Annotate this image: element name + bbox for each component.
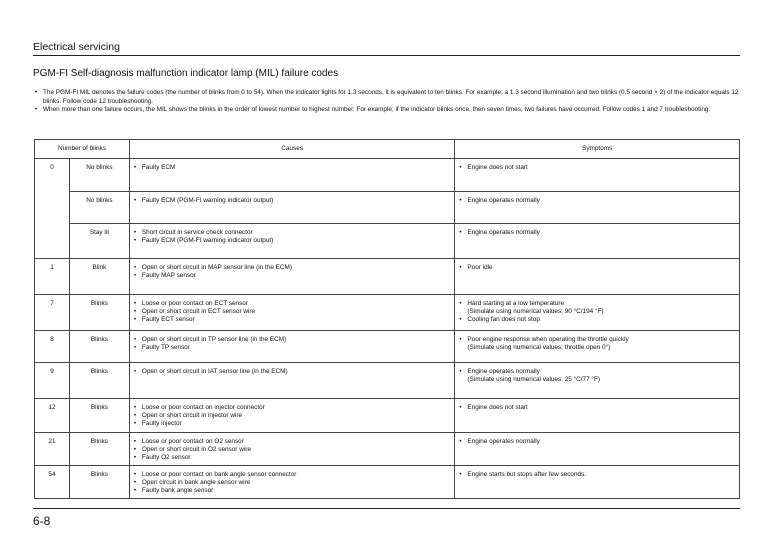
table-row (35, 331, 740, 363)
cell-blink: Blinks (69, 399, 129, 433)
cell-blink: No blinks (69, 192, 129, 224)
cause-item: • Open or short circuit in IAT sensor line (in the ECM) (134, 368, 451, 376)
cause-item: • Open or short circuit in ECT sensor wire (134, 308, 451, 316)
cell-code: 21 (35, 433, 70, 466)
section-header: Electrical servicing (33, 41, 120, 53)
cell-code: 12 (35, 399, 70, 433)
cause-item: • Open or short circuit in O2 sensor wire (134, 446, 451, 454)
cause-item: • Faulty bank angle sensor (134, 487, 451, 495)
table-row (35, 295, 740, 331)
symptom-item: • Poor engine response when operating the throttle quickly (Simulate using numerical values; throttle open 0°) (459, 336, 735, 352)
cell-symptoms (455, 433, 740, 466)
table-row (35, 159, 740, 192)
cause-item: • Faulty ECT sensor (134, 316, 451, 324)
cell-code: 9 (35, 363, 70, 399)
cell-blink: Blinks (69, 363, 129, 399)
note-1: • The PGM-FI MIL denotes the failure codes (the number of blinks from 0 to 54). When the indicator lights for 1.3 seconds, it is equivalent to ten blinks. For example; a 1.3 second illumination and two blinks (0.5 second × 2) of the indicator equals 12 blinks. Follow code 12 troubleshooting. (33, 89, 745, 106)
cause-item: • Faulty TP sensor (134, 344, 451, 352)
cell-symptoms (455, 295, 740, 331)
cell-code: 7 (35, 295, 70, 331)
page-title: PGM-FI Self-diagnosis malfunction indicator lamp (MIL) failure codes (33, 68, 339, 79)
failure-code-table (34, 139, 740, 499)
cell-code: 8 (35, 331, 70, 363)
symptom-item: • Engine does not start (459, 404, 735, 412)
symptom-item: • Engine operates normally (459, 197, 735, 205)
header-rule (33, 55, 740, 56)
cause-item: • Faulty O2 sensor (134, 454, 451, 462)
table-header-row (35, 140, 740, 159)
table-row (35, 399, 740, 433)
cause-item: • Faulty ECM (PGM-FI warning indicator output) (134, 237, 451, 245)
cell-symptoms (455, 466, 740, 499)
symptom-item: • Hard starting at a low temperature (Simulate using numerical values; 90 °C/194 °F) (459, 300, 735, 316)
cell-blink: No blinks (69, 159, 129, 192)
header-blinks: Number of blinks (35, 140, 130, 159)
cell-code: 0 (35, 159, 70, 259)
cell-symptoms (455, 399, 740, 433)
table-row (35, 259, 740, 295)
cell-causes (129, 466, 455, 499)
cause-item: • Open circuit in bank angle sensor wire (134, 479, 451, 487)
symptom-item: • Poor idle (459, 264, 735, 272)
notes (33, 89, 745, 115)
symptom-item: • Engine operates normally (Simulate using numerical values; 25 °C/77 °F) (459, 368, 735, 384)
cause-item: • Loose or poor contact on bank angle sensor connector (134, 471, 451, 479)
cell-causes (129, 224, 455, 259)
cell-symptoms (455, 331, 740, 363)
header-causes: Causes (129, 140, 455, 159)
cell-symptoms (455, 259, 740, 295)
cell-blink: Blinks (69, 433, 129, 466)
cause-item: • Short circuit in service check connector (134, 229, 451, 237)
symptom-item: • Engine operates normally (459, 438, 735, 446)
cell-causes (129, 259, 455, 295)
cause-item: • Loose or poor contact on ECT sensor (134, 300, 451, 308)
cell-blink: Blinks (69, 295, 129, 331)
footer-rule (33, 508, 740, 509)
cell-blink: Blink (69, 259, 129, 295)
cause-item: • Faulty MAP sensor (134, 272, 451, 280)
cell-blink: Blinks (69, 466, 129, 499)
cell-causes (129, 192, 455, 224)
cause-item: • Open or short circuit in TP sensor line (in the ECM) (134, 336, 451, 344)
symptom-item: • Engine operates normally (459, 229, 735, 237)
symptom-item: • Cooling fan does not stop (459, 316, 735, 324)
note-2: • When more than one failure occurs, the MIL shows the blinks in the order of lowest number to highest number. For example; if the indicator blinks once, then seven times, two failures have occurred. Follow codes 1 and 7 troubleshooting. (33, 106, 745, 115)
cell-causes (129, 433, 455, 466)
table-row (35, 363, 740, 399)
cell-code: 1 (35, 259, 70, 295)
cell-symptoms (455, 192, 740, 224)
cause-item: • Faulty ECM (PGM-FI warning indicator output) (134, 197, 451, 205)
table-row (35, 466, 740, 499)
page-number: 6-8 (33, 514, 51, 528)
header-symptoms: Symptoms (455, 140, 740, 159)
cause-item: • Loose or poor contact on O2 sensor (134, 438, 451, 446)
cause-item: • Loose or poor contact on injector connector (134, 404, 451, 412)
cause-item: • Faulty injector (134, 420, 451, 428)
cell-causes (129, 159, 455, 192)
cell-blink: Stay lit (69, 224, 129, 259)
cell-code: 54 (35, 466, 70, 499)
table-row (35, 192, 740, 224)
cell-blink: Blinks (69, 331, 129, 363)
cell-symptoms (455, 363, 740, 399)
cell-causes (129, 331, 455, 363)
cause-item: • Faulty ECM (134, 164, 451, 172)
symptom-item: • Engine starts but stops after few seconds. (459, 471, 735, 479)
cell-causes (129, 363, 455, 399)
cell-causes (129, 399, 455, 433)
table-row (35, 224, 740, 259)
cell-symptoms (455, 224, 740, 259)
cause-item: • Open or short circuit in MAP sensor line (in the ECM) (134, 264, 451, 272)
cell-causes (129, 295, 455, 331)
cell-symptoms (455, 159, 740, 192)
cause-item: • Open or short circuit in injector wire (134, 412, 451, 420)
symptom-item: • Engine does not start (459, 164, 735, 172)
table-row (35, 433, 740, 466)
